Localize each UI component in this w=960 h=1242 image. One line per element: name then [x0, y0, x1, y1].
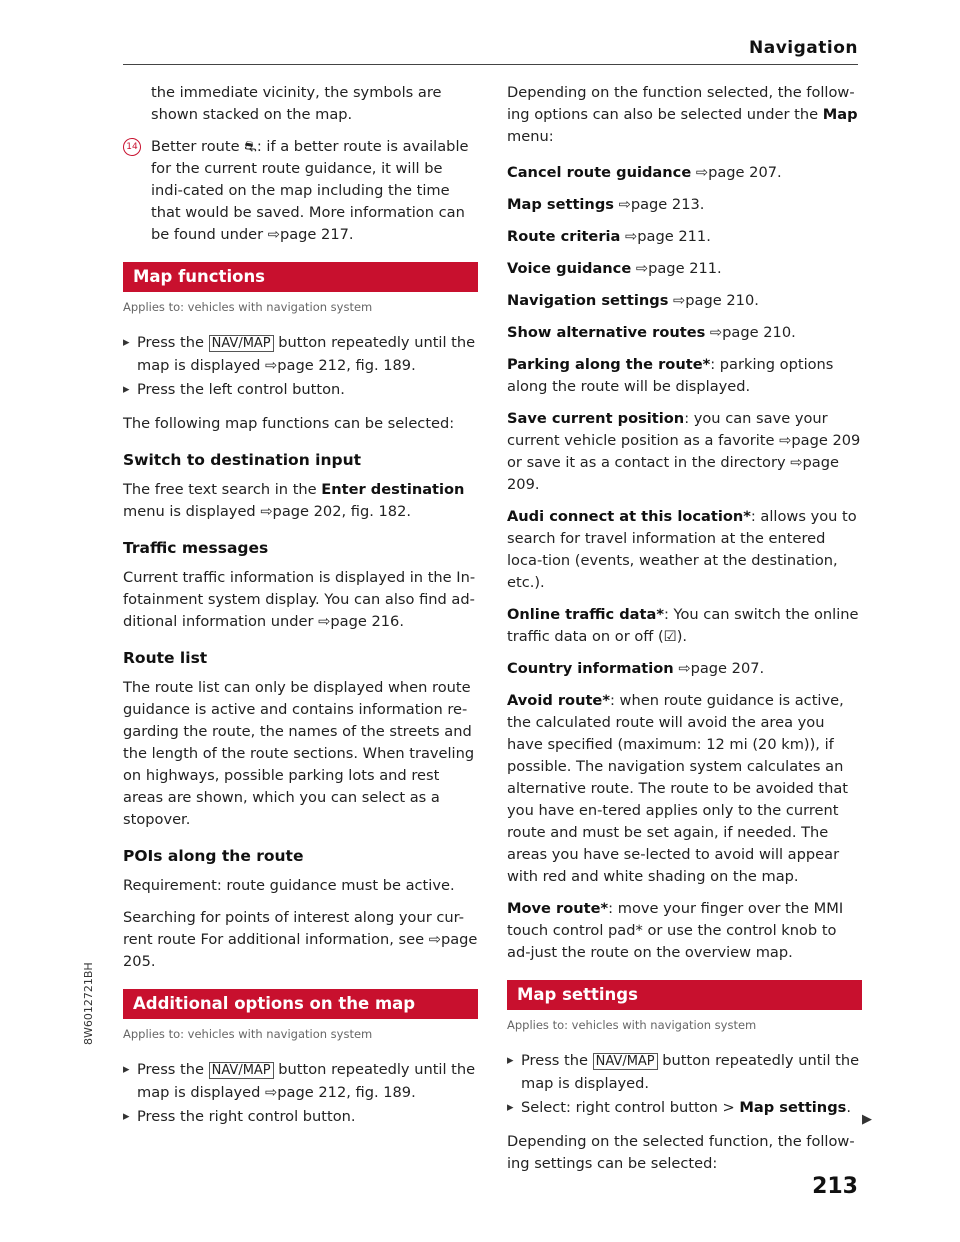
page-header-title: Navigation: [749, 38, 858, 58]
option-text: ⇨page 207.: [673, 660, 765, 677]
option-label: Cancel route guidance: [507, 164, 692, 181]
option-label: Online traffic data*: [507, 606, 664, 623]
nav-map-key: NAV/MAP: [209, 1062, 274, 1079]
paragraph: Current traffic information is displayed in the In-fotainment system display. You can also find ad-ditional information under ⇨page 216.: [123, 569, 476, 630]
legend-item-14: [123, 136, 478, 246]
text: Depending on the function selected, the follow-ing options can also be selected under the: [507, 84, 855, 123]
intro-text: The following map functions can be selected:: [123, 415, 455, 432]
paragraph: The route list can only be displayed when route guidance is active and contains information re-garding the route, the names of the streets and the length of the route sections. When traveling on highways, possible parking lots and rest areas are shown, which you can select as a stopover.: [123, 679, 475, 828]
step-1: [507, 1050, 862, 1095]
text: menu:: [507, 128, 554, 145]
step-text: Press the left control button.: [137, 381, 345, 398]
option-text: : You can switch the online traffic data on or off (☑).: [507, 606, 859, 645]
option-label: Save current position: [507, 410, 685, 427]
paragraph: [123, 479, 478, 523]
intro-text: [507, 82, 862, 148]
step-2: [123, 379, 478, 401]
nav-map-key: NAV/MAP: [209, 335, 274, 352]
option-text: ⇨page 207.: [691, 164, 782, 181]
step-text: Press the: [521, 1052, 593, 1069]
continued-text: the immediate vicinity, the symbols are shown stacked on the map.: [151, 84, 442, 123]
option-text: : move your finger over the MMI touch control pad* or use the control knob to ad-just the route on the overview map.: [507, 900, 844, 961]
step-text: Press the: [137, 334, 209, 351]
option-item: [507, 226, 862, 248]
option-item: [507, 290, 862, 312]
option-label: Country information: [507, 660, 674, 677]
option-label: Navigation settings: [507, 292, 669, 309]
option-item: [507, 658, 862, 680]
bold-text: Map settings: [739, 1099, 847, 1116]
option-item: [507, 506, 862, 594]
right-column: [507, 82, 862, 1185]
step-1: [123, 1059, 478, 1104]
option-item: [507, 194, 862, 216]
option-label: Parking along the route*: [507, 356, 711, 373]
step-text: Press the: [137, 1061, 209, 1078]
bold-text: Enter destination: [321, 481, 465, 498]
step-text: Select: right control button >: [521, 1099, 740, 1116]
text: menu is displayed ⇨page 202, fig. 182.: [123, 503, 412, 520]
option-text: ⇨page 211.: [631, 260, 722, 277]
section-title-additional-options: Additional options on the map: [123, 989, 478, 1019]
section-title-map-functions: Map functions: [123, 262, 478, 292]
left-column: [123, 82, 478, 1130]
option-text: : you can save your current vehicle position as a favorite ⇨page 209 or save it as a contact in the directory ⇨page 209.: [507, 410, 861, 493]
option-item: [507, 162, 862, 184]
option-text: ⇨page 210.: [668, 292, 759, 309]
option-item: [507, 604, 862, 648]
continue-arrow-icon: ▶: [862, 1112, 872, 1127]
option-text: ⇨page 211.: [620, 228, 711, 245]
applies-note: Applies to: vehicles with navigation system: [507, 1018, 757, 1032]
callout-number: 14: [123, 138, 141, 156]
section-title-map-settings: Map settings: [507, 980, 862, 1010]
option-item: [507, 322, 862, 344]
paragraph: Searching for points of interest along your cur-rent route For additional information, see ⇨page 205.: [123, 909, 478, 970]
option-text: : parking options along the route will be displayed.: [507, 356, 834, 395]
header-divider: [123, 64, 858, 65]
step-1: [123, 332, 478, 377]
step-text: Press the right control button.: [137, 1108, 356, 1125]
outro-text: Depending on the selected function, the follow-ing settings can be selected:: [507, 1133, 855, 1172]
step-2: [123, 1106, 478, 1128]
option-item: [507, 354, 862, 398]
option-text: : allows you to search for travel information at the entered loca-tion (events, weather at the destination, etc.).: [507, 508, 857, 591]
step-text: button repeatedly until the map is displayed ⇨page 212, fig. 189.: [137, 334, 476, 374]
option-text: : when route guidance is active, the calculated route will avoid the area you have specified (maximum: 12 mi (20 km)), if possible. The navigation system calculates an alternative route. The route to be avoided that you have en-tered applies only to the current route and must be set again, if needed. The areas you have se-lected to avoid will appear with red and white shading on the map.: [507, 692, 848, 885]
applies-note: Applies to: vehicles with navigation system: [123, 300, 373, 314]
paragraph: Requirement: route guidance must be active.: [123, 877, 455, 894]
document-code: 8W6012721BH: [82, 962, 95, 1045]
heading-switch-destination: Switch to destination input: [123, 451, 362, 469]
step-text: button repeatedly until the map is displayed ⇨page 212, fig. 189.: [137, 1061, 476, 1101]
step-2: [507, 1097, 862, 1119]
page-number: 213: [812, 1174, 858, 1199]
option-label: Map settings: [507, 196, 614, 213]
step-text: button repeatedly until the map is displayed.: [521, 1052, 860, 1092]
option-item: [507, 898, 862, 964]
option-item: [507, 408, 862, 496]
option-label: Route criteria: [507, 228, 621, 245]
option-label: Avoid route*: [507, 692, 610, 709]
nav-map-key: NAV/MAP: [593, 1053, 658, 1070]
option-label: Show alternative routes: [507, 324, 706, 341]
option-text: ⇨page 210.: [705, 324, 796, 341]
text: The free text search in the: [123, 481, 322, 498]
heading-route-list: Route list: [123, 649, 208, 667]
heading-pois: POIs along the route: [123, 847, 304, 865]
option-label: Voice guidance: [507, 260, 632, 277]
option-label: Move route*: [507, 900, 609, 917]
option-label: Audi connect at this location*: [507, 508, 751, 525]
bold-text: Map: [822, 106, 858, 123]
option-item: [507, 690, 862, 888]
heading-traffic-messages: Traffic messages: [123, 539, 269, 557]
applies-note: Applies to: vehicles with navigation system: [123, 1027, 373, 1041]
option-text: ⇨page 213.: [613, 196, 705, 213]
option-item: [507, 258, 862, 280]
legend-text: Better route ⛐: if a better route is available for the current route guidance, it will be indi-cated on the map including the time that would be saved. More information can be found under ⇨page 217.: [151, 138, 469, 243]
step-text: .: [846, 1099, 851, 1116]
